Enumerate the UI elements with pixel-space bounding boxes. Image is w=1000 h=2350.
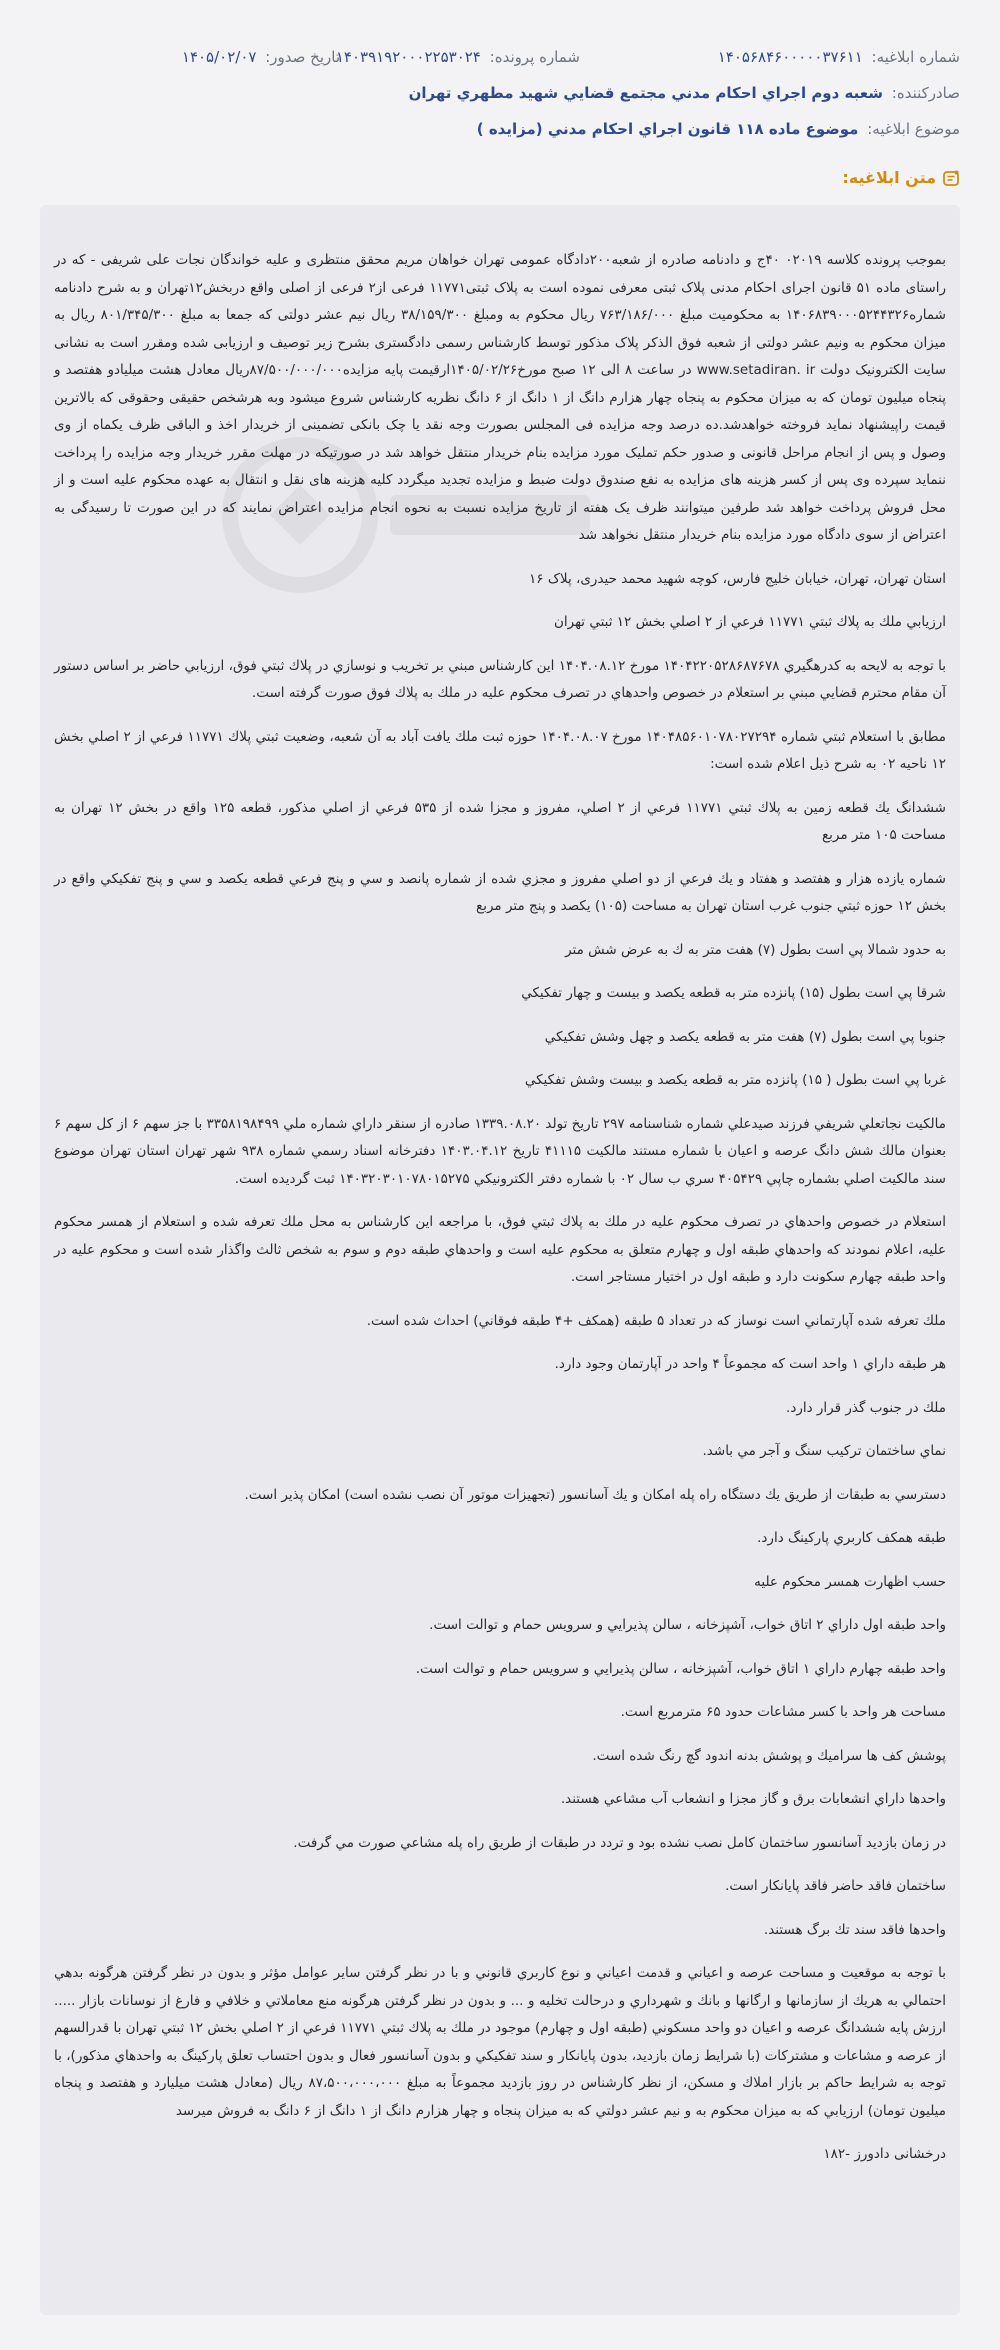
body-paragraph: شماره يازده هزار و هفتصد و هفتاد و يك فرعي از دو اصلي مفروز و مجزي شده از شماره پانصد و سي و پنج فرعي قطعه يكصد و سي و پنج تفكيكي واقع در بخش ۱۲ حوزه ثبتي جنوب غرب استان تهران به مساحت (۱۰۵) يكصد و پنج متر مربع <box>54 870 946 914</box>
body-paragraph: واحدها داراي انشعابات برق و گاز مجزا و انشعاب آب مشاعي هستند. <box>560 1791 946 1807</box>
body-paragraph: بموجب پرونده کلاسه ۰۲۰۱۹ ۴۰ج و دادنامه صادره از شعبه۲۰۰دادگاه عمومی تهران خواهان مریم محقق منتظری و علیه خواندگان نجات علی شریفی - که در راستای ماده ۵۱ قانون اجرای احکام مدنی پلاک ثبتی معرفی نموده است به پلاک ثبتی۱۱۷۷۱ فرعی از۲ فرعی از اصلی واقع دربخش۱۲تهران و به شرح دادنامه شماره۱۴۰۶۸۳۹۰۰۰۵۲۴۴۳۲۶ به محکومیت مبلغ ۷۶۳/۱۸۶/۰۰۰ ریال محکوم به ومبلغ ۳۸/۱۵۹/۳۰۰ ریال نیم عشر دولتی که جمعا به مبلغ ۸۰۱/۳۴۵/۳۰۰ ریال به میزان محکوم به ونیم عشر دولتی از شعبه فوق الذکر پلاک مذکور توسط کارشناس رسمی دادگستری بشرح زیر توصیف و ارزیابی شده ومقرر است به نشانی سایت الکترونیک دولت www.setadiran. ir در ساعت ۸ الی ۱۲ صبح مورخ۱۴۰۵/۰۲/۲۶ارقیمت پایه مزایده۸۷/۵۰۰/۰۰۰/۰۰۰ریال معادل هشت میلیادو هفتصد و پنجاه میلیون تومان که به میزان محکوم به پنجاه چهار هزارم دانگ از ۱ دانگ از ۶ دانگ نظریه کارشناس شروع میشود وبه هرشخص حقیقی وحقوقی که بالاترین قیمت راپیشنهاد نماید فروخته خواهدشد.ده درصد وجه مزایده فی المجلس بصورت وجه نقد یا چک بانکی تضمینی از خریدار اخذ و الباقی ظرف یکماه از وی وصول و پس از انجام مراحل قانونی و صدور حکم تملیک مورد مزایده بنام خریدار منتقل خواهد شد در صورتیکه در مهلت مقرر خریدار وجه مزایده را پرداخت ننماید سپرده وی پس از کسر هزینه های مزایده به نفع صندوق دولت ضبط و مزایده تجدید میگردد کلیه هزینه های نقل و انتقال به عهده محکوم علیه است و از محل فروش پرداخت خواهد شد طرفین میتوانند ظرف یک هفته از تاریخ مزایده نسبت به نحوه انجام مزایده اعتراض نمایند که در این صورت تا رسیدگی به اعتراض از سوی دادگاه مورد مزایده بنام خریدار منتقل نخواهد شد <box>54 252 947 543</box>
body-paragraph: ارزيابي ملك به پلاك ثبتي ۱۱۷۷۱ فرعي از ۲ اصلي بخش ۱۲ ثبتي تهران <box>553 614 946 630</box>
body-paragraph: مطابق با استعلام ثبتي شماره ۱۴۰۴۸۵۶۰۱۰۷۸۰۲۷۲۹۴ مورخ ۱۴۰۴.۰۸.۰۷ حوزه ثبت ملك يافت آباد به آن شعبه، وضعيت ثبتي پلاك ۱۱۷۷۱ فرعي از ۲ اصلي بخش ۱۲ ناحيه ۰۲ به شرح ذيل اعلام شده است: <box>54 728 947 772</box>
notice-number <box>718 48 960 66</box>
case-number-value: ۱۴۰۳۹۱۹۲۰۰۰۲۲۵۳۰۲۴ <box>335 48 481 66</box>
body-paragraph: ساختمان فاقد حاضر فاقد پايانكار است. <box>725 1878 946 1894</box>
issuer-value: شعبه دوم اجراي احكام مدني مجتمع قضايي شهيد مطهري تهران <box>408 84 883 102</box>
body-paragraph: ششدانگ يك قطعه زمين به پلاك ثبتي ۱۱۷۷۱ فرعي از ۲ اصلي، مفروز و مجزا شده از ۵۳۵ فرعي از اصلي مذكور، قطعه ۱۲۵ واقع در بخش ۱۲ تهران به مساحت ۱۰۵ متر مربع <box>54 799 946 843</box>
meta-row <box>40 48 960 72</box>
body-paragraph: مساحت هر واحد با كسر مشاعات حدود ۶۵ مترمربع است. <box>620 1704 946 1720</box>
body-paragraph: جنوبا پي است بطول (۷) هفت متر به قطعه يكصد و چهل وشش تفكيكي <box>544 1028 946 1045</box>
signature-line: درخشانی دادورز -۱۸۲ <box>823 2146 946 2162</box>
body-paragraph: در زمان بازديد آسانسور ساختمان كامل نصب نشده بود و تردد در طبقات از طريق راه پله مشاعي صورت مي گرفت. <box>293 1834 946 1851</box>
notice-document-icon <box>942 169 960 187</box>
issue-date-label: تاریخ صدور: <box>265 48 340 66</box>
body-paragraph: پوشش كف ها سراميك و پوشش بدنه اندود گچ رنگ شده است. <box>592 1747 946 1764</box>
notice-body-card <box>40 205 960 2315</box>
body-paragraph: طبقه همكف كاربري پاركينگ دارد. <box>757 1530 946 1546</box>
body-paragraph: حسب اظهارت همسر محكوم عليه <box>754 1573 946 1590</box>
body-paragraph: با توجه به لايحه به كدرهگيري ۱۴۰۴۲۲۰۵۲۸۶۸۷۶۷۸ مورخ ۱۴۰۴.۰۸.۱۲ اين كارشناس مبني بر تخريب و نوسازي در پلاك ثبتي فوق، ارزيابي حاضر بر اساس دستور آن مقام محترم قضايي مبني بر استعلام در خصوص واحدهاي در تصرف محكوم عليه در ملك به پلاك فوق صورت گرفته است. <box>54 657 946 701</box>
body-paragraph: غربا پي است بطول ( ۱۵) پانزده متر به قطعه يكصد و بيست وشش تفكيكي <box>524 1072 946 1088</box>
issue-date <box>182 48 340 66</box>
body-paragraph: استان تهران، تهران، خیابان خلیج فارس، کوچه شهید محمد حیدری، پلاک ۱۶ <box>529 570 946 587</box>
body-paragraph: نماي ساختمان تركيب سنگ و آجر مي باشد. <box>702 1443 946 1459</box>
case-number <box>336 48 580 66</box>
subject-label: موضوع ابلاغیه: <box>867 120 960 138</box>
body-paragraph: واحدها فاقد سند تك برگ هستند. <box>763 1921 946 1938</box>
subject-line <box>40 120 960 138</box>
body-paragraph: واحد طبقه چهارم داراي ۱ اتاق خواب، آشپزخانه ، سالن پذيرايي و سرويس حمام و توالت است. <box>415 1660 946 1677</box>
notice-body <box>54 229 946 2185</box>
notice-text-heading <box>842 168 960 187</box>
body-paragraph: ملك در جنوب گذر قرار دارد. <box>786 1399 946 1416</box>
body-paragraph: با توجه به موقعيت و مساحت عرصه و اعياني و قدمت اعياني و نوع كاربري قانوني و با در نظر گرفتن ساير عوامل مؤثر و بدون در نظر گرفتن هرگونه بدهي احتمالي به هريك از سازمانها و ارگانها و بانك و شهرداري و درحالت تخليه و ... و بدون در نظر گرفتن هرگونه منع معاملاتي و خلافي و فارغ از نوسانات بازار ..... ارزش پايه ششدانگ عرصه و اعيان دو واحد مسكوني (طبقه اول و چهارم) موجود در ملك به پلاك ثبتي ۱۱۷۷۱ فرعي از ۲ اصلي بخش ۱۲ ثبتي تهران با قدرالسهم از عرصه و مشاعات و مشتركات (با شرايط زمان بازديد، بدون پايانكار و سند تفكيكي و بدون آسانسور فعال و بدون احتساب تعلق پاركينگ به واحدهاي مذكور)، با توجه به شرايط حاكم بر بازار املاك و مسكن، از نظر كارشناس در روز بازديد مجموعاً به مبلغ ۸۷،۵۰۰،۰۰۰،۰۰۰ ريال (معادل هشت ميليارد و هفتصد و پنجاه ميليون تومان) ارزيابي كه به ميزان محكوم به و نيم عشر دولتي كه به ميزان پنجاه و چهار هزارم دانگ از ۱ دانگ از ۶ دانگ به فروش ميرسد <box>54 1965 946 2119</box>
body-paragraph: شرقا پي است بطول (۱۵) پانزده متر به قطعه يكصد و بيست و چهار تفكيكي <box>521 985 946 1001</box>
body-paragraph: استعلام در خصوص واحدهاي در تصرف محكوم عليه در ملك به پلاك ثبتي فوق، با مراجعه اين كارشناس به محل ملك تعرفه شده و استعلام از همسر محكوم عليه، اعلام نمودند كه واحدهاي طبقه اول و چهارم متعلق به محكوم عليه است و واحدهاي طبقه دوم و سوم به شخص ثالث واگذار شده است و محكوم عليه در واحد طبقه چهارم سكونت دارد و طبقه اول در اختيار مستاجر است. <box>54 1214 946 1285</box>
notice-number-label: شماره ابلاغیه: <box>871 48 960 66</box>
issue-date-value: ۱۴۰۵/۰۲/۰۷ <box>181 48 257 66</box>
body-paragraph: هر طبقه داراي ۱ واحد است كه مجموعاً ۴ واحد در آپارتمان وجود دارد. <box>554 1356 946 1372</box>
subject-value: موضوع ماده ۱۱۸ قانون اجراي احكام مدني (مزايده ) <box>476 120 859 138</box>
body-paragraph: ملك تعرفه شده آپارتماني است نوساز كه در تعداد ۵ طبقه (همكف +۴ طبقه فوقاني) احداث شده است. <box>366 1312 946 1329</box>
body-paragraph: دسترسي به طبقات از طريق يك دستگاه راه پله امكان و يك آسانسور (تجهيزات موتور آن نصب نشده است) امكان پذير است. <box>244 1486 946 1503</box>
body-paragraph: مالكيت نجاتعلي شريفي فرزند صيدعلي شماره شناسنامه ۲۹۷ تاريخ تولد ۱۳۳۹.۰۸.۲۰ صادره از سنقر داراي شماره ملي ۳۳۵۸۱۹۸۴۹۹ با جز سهم ۶ از كل سهم ۶ بعنوان مالك شش دانگ عرصه و اعيان با شماره مستند مالكيت ۴۱۱۱۵ تاريخ ۱۴۰۳.۰۴.۱۲ دفترخانه اسناد رسمي شماره ۹۳۸ شهر تهران استان تهران موضوع سند مالكيت اصلي بشماره چاپي ۴۰۵۴۲۹ سري ب سال ۰۲ با شماره دفتر الكترونيكي ۱۴۰۳۲۰۳۰۱۰۷۸۰۱۵۲۷۵ ثبت گرديده است. <box>54 1115 946 1187</box>
issuer-label: صادرکننده: <box>891 84 960 102</box>
body-paragraph: واحد طبقه اول داراي ۲ اتاق خواب، آشپزخانه ، سالن پذيرايي و سرويس حمام و توالت است. <box>429 1617 946 1633</box>
case-number-label: شماره پرونده: <box>489 48 580 66</box>
notice-number-value: ۱۴۰۵۶۸۴۶۰۰۰۰۰۳۷۶۱۱ <box>717 48 863 66</box>
notice-header <box>0 0 1000 150</box>
notice-text-title: متن ابلاغیه: <box>842 168 936 187</box>
issuer-line <box>40 84 960 102</box>
body-paragraph: به حدود شمالا پي است بطول (۷) هفت متر به ك به عرض شش متر <box>565 941 946 958</box>
